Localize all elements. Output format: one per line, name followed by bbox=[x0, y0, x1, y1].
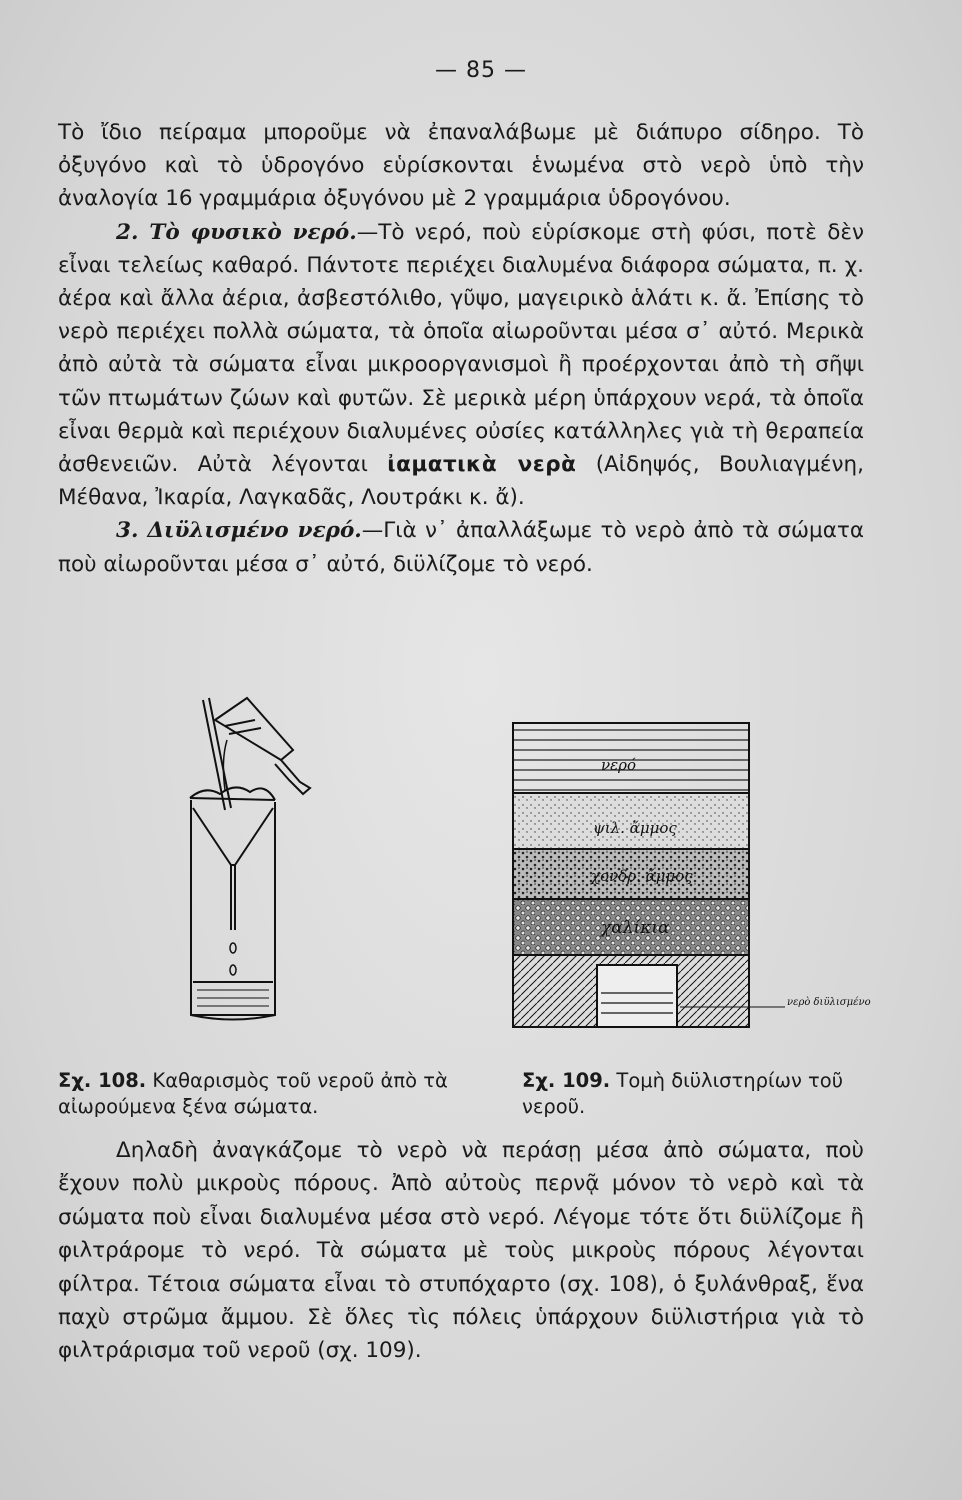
figure-109-caption bbox=[522, 1068, 862, 1120]
paragraph-filtered-water bbox=[58, 514, 864, 580]
paragraph-closing: Δηλαδὴ ἀναγκάζομε τὸ νερὸ νὰ περάσῃ μέσα ἀπὸ σώματα, ποὺ ἔχουν πολὺ μικροὺς πόρους. Ἀπὸ αὐτοὺς περνᾷ μόνον τὸ νερὸ καὶ τὰ σώματα ποὺ εἶναι διαλυμένα μέσα στὸ νερό. Λέγομε τότε ὅτι διϋλίζομε ἢ φιλτράρομε τὸ νερό. Τὰ σώματα μὲ τοὺς μικροὺς πόρους λέγονται φίλτρα. Τέτοια σώματα εἶναι τὸ στυπόχαρτο (σχ. 108), ὁ ξυλάνθραξ, ἕνα παχὺ στρῶμα ἄμμου. Σὲ ὅλες τὶς πόλεις ὑπάρχουν διϋλιστήρια γιὰ τὸ φιλτράρισμα τοῦ νεροῦ (σχ. 109). bbox=[58, 1138, 864, 1364]
section-2-heading: 2. Τὸ φυσικὸ νερό. bbox=[116, 219, 357, 245]
section-3-text: —Γιὰ ν᾽ ἀπαλλάξωμε τὸ νερὸ ἀπὸ τὰ σώματα ποὺ αἰωροῦνται μέσα σ᾽ αὐτό, διϋλίζομε τὸ νερό. bbox=[58, 518, 864, 577]
section-2-text: —Τὸ νερό, ποὺ εὑρίσκομε στὴ φύσι, ποτὲ δὲν εἶναι τελείως καθαρό. Πάντοτε περιέχει διαλυμένα διάφορα σώματα, π. χ. ἀέρα καὶ ἄλλα ἀέρια, ἀσβεστόλιθο, γῦψο, μαγειρικὸ ἁλάτι κ. ἄ. Ἐπίσης τὸ νερὸ περιέχει πολλὰ σώματα, τὰ ὁποῖα αἰωροῦνται μέσα σ᾽ αὐτό. Μερικὰ ἀπὸ αὐτὰ τὰ σώματα εἶναι μικροοργανισμοὶ ἢ προέρχονται ἀπὸ τὴ σῆψι τῶν πτωμάτων ζώων καὶ φυτῶν. Σὲ μερικὰ μέρη ὑπάρχουν νερά, τὰ ὁποῖα εἶναι θερμὰ καὶ περιέχουν διαλυμένες οὐσίες κατάλληλες γιὰ τὴ θεραπεία ἀσθενειῶν. Αὐτὰ λέγονται bbox=[58, 219, 864, 478]
graduated-cylinder bbox=[191, 800, 275, 1020]
figure-108-filter-funnel bbox=[185, 690, 335, 1025]
page-number: — 85 — bbox=[435, 58, 527, 83]
figure-109-caption-text: Τομὴ διϋλιστηρίων τοῦ νεροῦ. bbox=[522, 1069, 843, 1118]
upper-text-block bbox=[58, 116, 864, 581]
figure-109-number: Σχ. 109. bbox=[522, 1069, 611, 1092]
collecting-channel bbox=[597, 965, 677, 1027]
paragraph-natural-water bbox=[58, 216, 864, 515]
label-fine-sand: ψιλ. ἄμμος bbox=[593, 819, 677, 837]
section-2-text-end: (Αἰδηψός, Βουλιαγμένη, Μέθανα, Ἰκαρία, Λαγκαδᾶς, Λουτράκι κ. ἄ). bbox=[58, 452, 864, 511]
figure-109-filter-bed-section bbox=[505, 715, 885, 1045]
lower-text-block bbox=[58, 1134, 864, 1368]
label-water: νερό bbox=[601, 756, 637, 774]
figure-108-caption bbox=[58, 1068, 478, 1120]
figure-108-caption-text: Καθαρισμὸς τοῦ νεροῦ ἀπὸ τὰ αἰωρούμενα ξένα σώματα. bbox=[58, 1069, 448, 1118]
funnel bbox=[193, 808, 273, 865]
bold-term-healing-waters: ἰαματικὰ νερὰ bbox=[387, 452, 577, 478]
paragraph-intro: Τὸ ἴδιο πείραμα μποροῦμε νὰ ἐπαναλάβωμε μὲ διάπυρο σίδηρο. Τὸ ὀξυγόνο καὶ τὸ ὑδρογόνο εὑρίσκονται ἑνωμένα στὸ νερὸ ὑπὸ τὴν ἀναλογία 16 γραμμάρια ὀξυγόνου μὲ 2 γραμμάρια ὑδρογόνου. bbox=[58, 120, 864, 212]
label-filtered-water: νερὸ διϋλισμένο bbox=[787, 997, 871, 1008]
section-3-heading: 3. Διϋλισμένο νερό. bbox=[116, 518, 362, 544]
label-gravel: χαλίκια bbox=[601, 918, 670, 938]
label-coarse-sand: χονδρ. ἄμμος bbox=[591, 867, 693, 885]
figure-108-number: Σχ. 108. bbox=[58, 1069, 147, 1092]
